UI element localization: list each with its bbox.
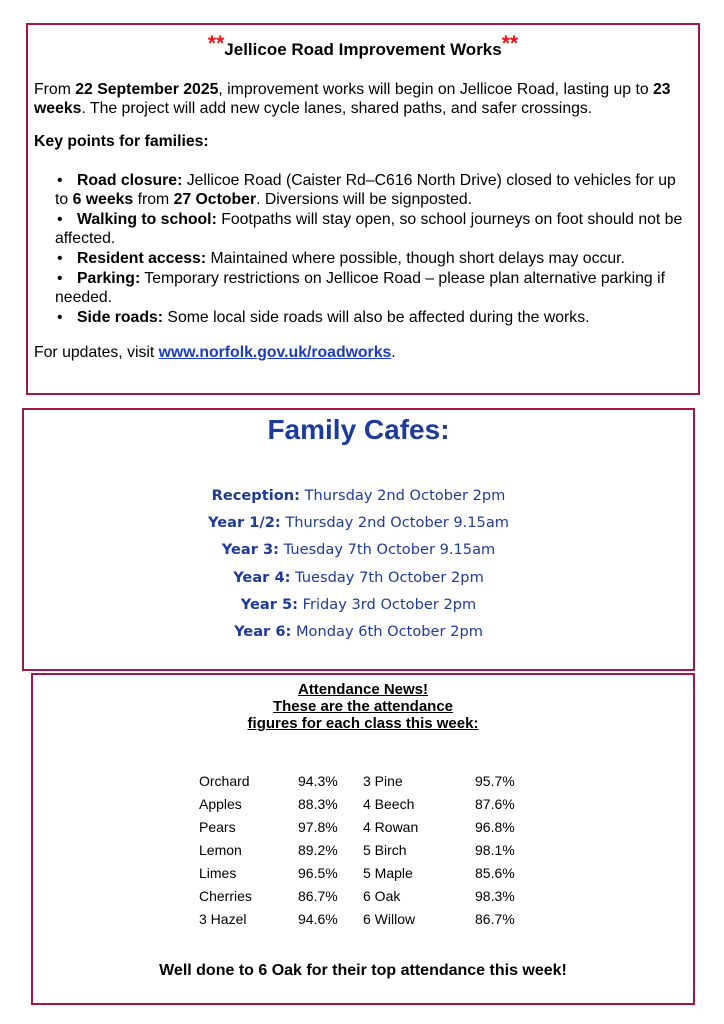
cafe-row <box>24 482 693 509</box>
table-row <box>199 769 535 792</box>
cafe-date: Monday 6th October 2pm <box>291 622 483 640</box>
item-label: Resident access: <box>77 250 207 267</box>
intro-text: , improvement works will begin on Jellicoe Road, lasting up to <box>218 81 654 98</box>
cafe-row <box>24 509 693 536</box>
list-item <box>55 269 686 307</box>
class-percentage: 98.3% <box>475 887 515 904</box>
class-name: 6 Oak <box>363 887 401 904</box>
cafe-year: Year 1/2: <box>207 514 281 532</box>
attendance-table <box>199 769 535 930</box>
bullet-icon: • <box>57 309 63 326</box>
class-percentage: 89.2% <box>298 841 338 858</box>
class-name: 4 Beech <box>363 795 415 812</box>
class-percentage: 88.3% <box>298 795 338 812</box>
cafes-list <box>24 482 693 645</box>
bullet-icon: • <box>57 172 63 189</box>
class-percentage: 85.6% <box>475 864 515 881</box>
cafes-title: Family Cafes: <box>267 414 450 445</box>
roadworks-notice <box>26 23 700 395</box>
key-points-heading: Key points for families: <box>34 133 209 150</box>
attendance-subtitle: figures for each class this week: <box>247 715 479 732</box>
class-name: 3 Hazel <box>199 910 247 927</box>
cafe-year: Year 5: <box>240 595 298 613</box>
cafe-row <box>24 564 693 591</box>
item-text: from <box>133 191 174 208</box>
class-name: 6 Willow <box>363 910 416 927</box>
duration: 23 weeks <box>34 81 671 117</box>
table-row <box>199 884 535 907</box>
list-item <box>55 210 686 248</box>
item-text: Some local side roads will also be affected during the works. <box>163 309 590 326</box>
roadworks-title-text: Jellicoe Road Improvement Works <box>224 40 502 59</box>
list-item <box>55 171 686 209</box>
class-percentage: 86.7% <box>298 887 338 904</box>
asterisk-decoration: ** <box>501 32 519 55</box>
class-percentage: 96.5% <box>298 864 338 881</box>
start-date: 22 September 2025 <box>75 81 219 98</box>
item-text: Maintained where possible, though short delays may occur. <box>206 250 625 267</box>
cafe-date: Thursday 2nd October 2pm <box>299 487 506 504</box>
roadworks-intro <box>34 80 694 118</box>
table-row <box>199 815 535 838</box>
class-name: Cherries <box>199 887 252 904</box>
class-percentage: 94.6% <box>298 910 338 927</box>
cafe-year: Year 3: <box>221 541 279 559</box>
class-name: Lemon <box>199 841 242 858</box>
updates-text: . <box>391 344 396 361</box>
class-name: Orchard <box>199 772 250 789</box>
attendance-subtitle: These are the attendance <box>272 698 454 715</box>
attendance-title: Attendance News! <box>297 681 429 698</box>
key-points-list <box>55 171 686 328</box>
class-name: 3 Pine <box>363 772 403 789</box>
class-percentage: 87.6% <box>475 795 515 812</box>
item-text: . Diversions will be signposted. <box>256 191 473 208</box>
asterisk-decoration: ** <box>207 32 225 55</box>
item-text: Jellicoe Road (Caister Rd–C616 North Drive) closed to vehicles for up to <box>55 172 676 208</box>
roadworks-title <box>28 32 698 60</box>
attendance-footer: Well done to 6 Oak for their top attendance this week! <box>159 962 567 979</box>
table-row <box>199 861 535 884</box>
intro-text: From <box>34 81 76 98</box>
cafe-date: Tuesday 7th October 9.15am <box>279 541 496 559</box>
closure-date: 27 October <box>173 191 257 208</box>
updates-line <box>34 344 396 362</box>
table-row <box>199 792 535 815</box>
item-text: Footpaths will stay open, so school journeys on foot should not be affected. <box>55 211 683 247</box>
list-item <box>55 249 686 268</box>
item-label: Walking to school: <box>77 211 217 228</box>
cafe-year: Year 4: <box>233 568 291 586</box>
closure-duration: 6 weeks <box>72 191 134 208</box>
attendance-heading <box>33 681 693 732</box>
intro-text: . The project will add new cycle lanes, shared paths, and safer crossings. <box>81 100 593 117</box>
cafe-date: Tuesday 7th October 2pm <box>290 568 484 586</box>
class-percentage: 95.7% <box>475 772 515 789</box>
family-cafes-panel <box>22 408 695 671</box>
item-text: Temporary restrictions on Jellicoe Road – please plan alternative parking if needed. <box>55 270 665 306</box>
list-item <box>55 308 686 327</box>
class-name: 4 Rowan <box>363 818 419 835</box>
class-name: 5 Maple <box>363 864 413 881</box>
bullet-icon: • <box>57 250 63 267</box>
roadworks-link[interactable]: www.norfolk.gov.uk/roadworks <box>158 344 392 361</box>
cafe-row <box>24 536 693 563</box>
item-label: Road closure: <box>77 172 183 189</box>
table-row <box>199 907 535 930</box>
item-label: Side roads: <box>77 309 164 326</box>
updates-text: For updates, visit <box>34 344 159 361</box>
cafe-year: Year 6: <box>234 622 292 640</box>
attendance-panel <box>31 673 695 1005</box>
class-percentage: 96.8% <box>475 818 515 835</box>
class-percentage: 86.7% <box>475 910 515 927</box>
class-name: Apples <box>199 795 242 812</box>
class-name: Limes <box>199 864 237 881</box>
class-name: 5 Birch <box>363 841 407 858</box>
cafe-row <box>24 591 693 618</box>
cafe-date: Friday 3rd October 2pm <box>298 595 477 613</box>
bullet-icon: • <box>57 211 63 228</box>
cafe-row <box>24 618 693 645</box>
bullet-icon: • <box>57 270 63 287</box>
class-name: Pears <box>199 818 236 835</box>
table-row <box>199 838 535 861</box>
cafe-year: Reception: <box>211 487 300 504</box>
class-percentage: 98.1% <box>475 841 515 858</box>
item-label: Parking: <box>77 270 141 287</box>
cafe-date: Thursday 2nd October 9.15am <box>280 514 509 532</box>
class-percentage: 97.8% <box>298 818 338 835</box>
class-percentage: 94.3% <box>298 772 338 789</box>
